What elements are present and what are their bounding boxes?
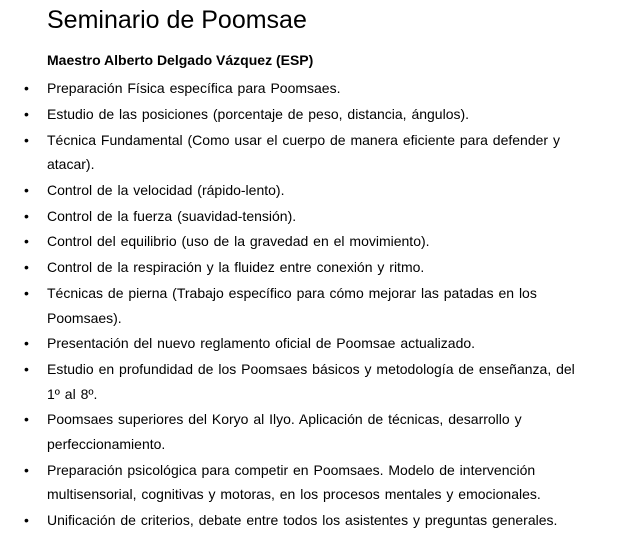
bullet-icon: •: [24, 181, 29, 198]
bullet-icon: •: [24, 361, 29, 378]
list-item: [0, 255, 620, 280]
list-item: [0, 229, 620, 254]
list-item-text: Presentación del nuevo reglamento oficial de Poomsae actualizado.: [47, 335, 476, 352]
bullet-icon: •: [24, 259, 29, 276]
list-item: [0, 331, 620, 356]
list-item-text: Poomsaes superiores del Koryo al Ilyo. Aplicación de técnicas, desarrollo y perfeccionamiento.: [47, 411, 522, 452]
bullet-icon: •: [24, 411, 29, 428]
list-item-text: Estudio en profundidad de los Poomsaes básicos y metodología de enseñanza, del 1º al 8º.: [47, 361, 575, 402]
bullet-icon: •: [24, 335, 29, 352]
bullet-icon: •: [24, 131, 29, 148]
list-item: [0, 508, 620, 533]
list-item-text: Control de la fuerza (suavidad-tensión).: [47, 207, 297, 224]
list-item-text: Control del equilibrio (uso de la gravedad en el movimiento).: [47, 233, 430, 250]
list-item: [0, 204, 620, 229]
list-item-text: Preparación Física específica para Poomsaes.: [47, 80, 341, 96]
list-item-text: Técnicas de pierna (Trabajo específico para cómo mejorar las patadas en los Poomsaes).: [47, 285, 537, 326]
bullet-icon: •: [24, 233, 29, 250]
list-item-text: Preparación psicológica para competir en Poomsaes. Modelo de intervención multisensorial, cognitivas y motoras, en los procesos mentales y emocionales.: [47, 461, 541, 503]
list-item-text: Estudio de las posiciones (porcentaje de peso, distancia, ángulos).: [47, 105, 470, 122]
list-item: [0, 458, 620, 507]
instructor-name: Maestro Alberto Delgado Vázquez (ESP): [47, 52, 314, 68]
bullet-icon: •: [24, 80, 29, 96]
bullet-icon: •: [24, 512, 29, 529]
list-item-text: Control de la velocidad (rápido-lento).: [47, 181, 285, 198]
bullet-icon: •: [24, 285, 29, 302]
list-item: [0, 76, 620, 101]
document-title: Seminario de Poomsae: [47, 6, 307, 34]
list-item: [0, 128, 620, 177]
list-item: [0, 357, 620, 406]
list-item: [0, 407, 620, 456]
bullet-icon: •: [24, 207, 29, 224]
bullet-icon: •: [24, 461, 29, 478]
list-item-text: Técnica Fundamental (Como usar el cuerpo de manera eficiente para defender y atacar).: [47, 131, 560, 173]
list-item: [0, 281, 620, 330]
list-item: [0, 178, 620, 203]
bullet-icon: •: [24, 105, 29, 122]
list-item-text: Unificación de criterios, debate entre todos los asistentes y preguntas generales.: [47, 512, 558, 529]
list-item: [0, 102, 620, 127]
list-item-text: Control de la respiración y la fluidez entre conexión y ritmo.: [47, 259, 425, 276]
topic-list: [0, 76, 620, 534]
